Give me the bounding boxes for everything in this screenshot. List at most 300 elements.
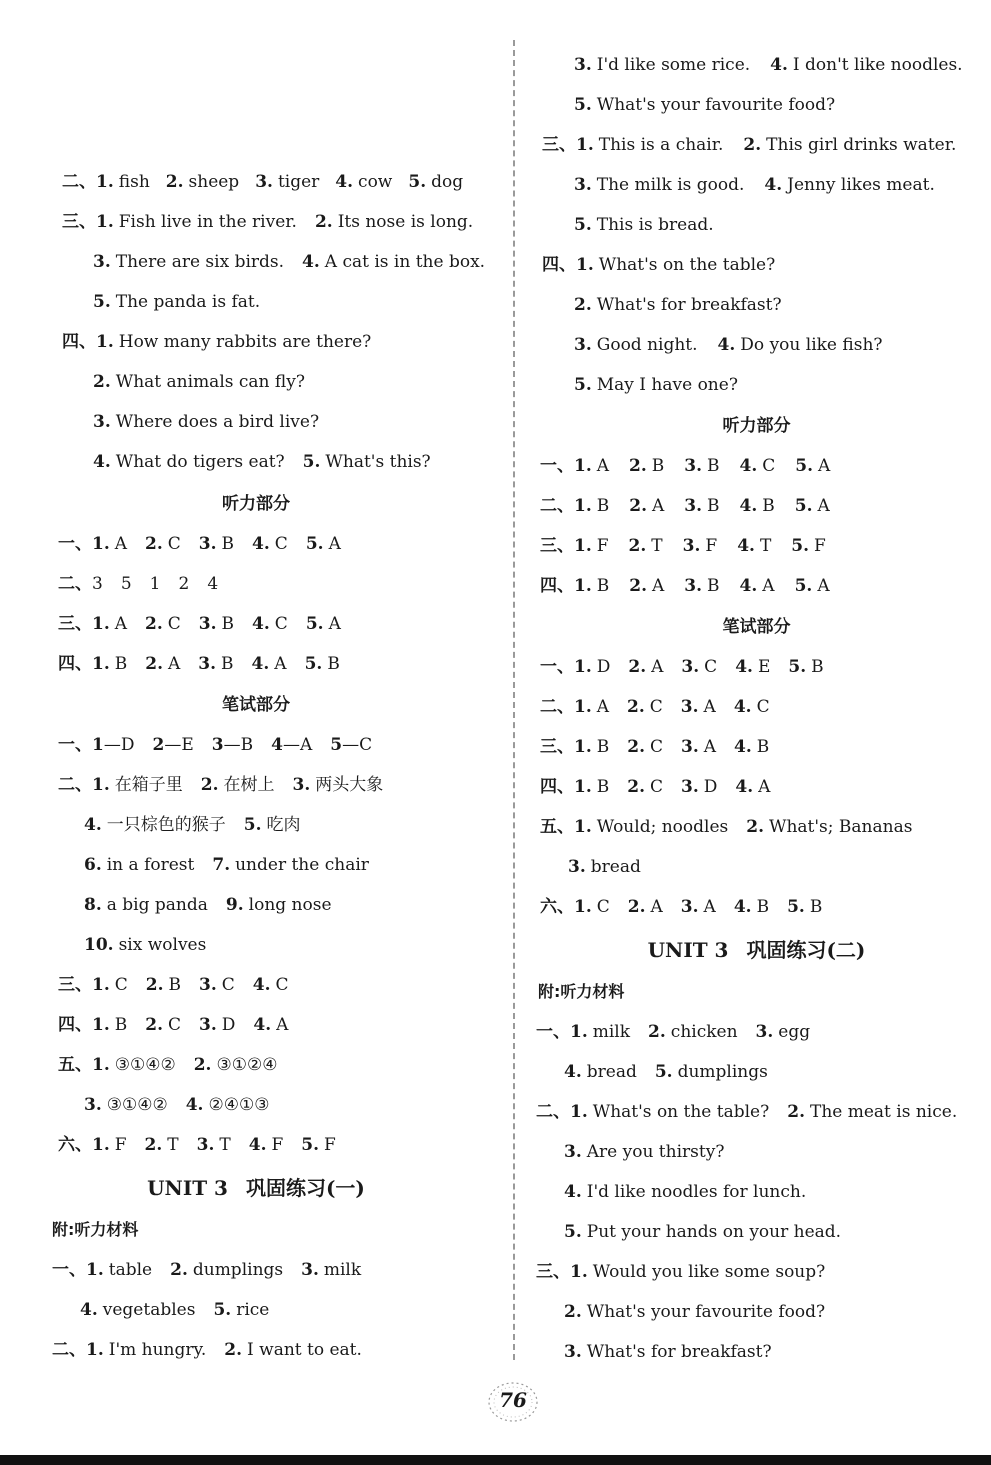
item-number: 5.	[794, 576, 813, 596]
item-answer: ③①②④	[216, 1055, 278, 1075]
item-number: 4.	[717, 335, 736, 355]
item-answer: bread	[586, 1062, 637, 1082]
section-marker: 三、	[62, 212, 96, 232]
item-number: 4.	[739, 576, 758, 596]
item-answer: 5	[120, 574, 132, 594]
item-number: 1.	[92, 534, 110, 554]
item-answer: B	[596, 576, 610, 596]
answer-line	[574, 293, 782, 317]
item-number: 2.	[628, 536, 647, 556]
item-answer: A	[758, 777, 771, 797]
item-number: 5.	[788, 657, 807, 677]
answer-line	[564, 1060, 768, 1084]
answer-line	[564, 1300, 825, 1324]
item-number: 5.	[243, 815, 262, 835]
answer-line	[540, 454, 830, 478]
item-number: 2.	[746, 817, 764, 837]
item-answer: A	[652, 496, 665, 516]
answer-line	[540, 695, 770, 719]
section-marker: 四、	[62, 332, 96, 352]
item-answer: cow	[358, 172, 393, 192]
item-number: 5.	[574, 95, 592, 115]
section-marker: 一、	[58, 735, 92, 755]
item-answer: Would; noodles	[596, 817, 729, 837]
item-answer: F	[114, 1135, 127, 1155]
item-answer: ③①④②	[114, 1055, 176, 1075]
item-answer: This is bread.	[596, 215, 714, 235]
answer-line	[80, 1298, 269, 1322]
item-answer: F	[705, 536, 718, 556]
item-answer: six wolves	[118, 935, 207, 955]
item-number: 3.	[255, 172, 273, 192]
item-number: 4.	[84, 815, 102, 835]
item-number: 5.	[791, 536, 810, 556]
item-answer: fish	[118, 172, 150, 192]
item-number: 5.	[213, 1300, 232, 1320]
item-answer: 吃肉	[266, 815, 301, 835]
item-answer: A	[114, 534, 128, 554]
section-marker: 二、	[540, 697, 574, 717]
item-number: 2.	[787, 1102, 805, 1122]
item-answer: 2	[178, 574, 190, 594]
item-number: 2.	[629, 496, 647, 516]
item-answer: C	[756, 697, 770, 717]
item-number: 1.	[570, 1262, 588, 1282]
item-number: 6.	[84, 855, 102, 875]
item-number: 1.	[92, 1055, 110, 1075]
item-number: 4.	[734, 737, 752, 757]
appendix-label: 附:听力材料	[52, 1220, 139, 1239]
item-number: 4.	[737, 536, 755, 556]
answer-line	[574, 373, 738, 397]
item-number: 3.	[681, 737, 699, 757]
answer-line	[52, 1338, 362, 1362]
item-answer: The milk is good.	[596, 175, 745, 195]
item-answer: 4	[207, 574, 219, 594]
item-answer: ③①④②	[106, 1095, 168, 1115]
item-number: 4.	[185, 1095, 204, 1115]
item-answer: C	[650, 777, 664, 797]
item-answer: 在树上	[223, 775, 275, 795]
answer-line	[93, 410, 319, 434]
section-marker: 三、	[542, 135, 576, 155]
section-marker: 四、	[58, 654, 92, 674]
item-answer: 在箱子里	[114, 775, 183, 795]
item-number: 5.	[574, 375, 592, 395]
item-answer: I want to eat.	[247, 1340, 362, 1360]
answer-line	[540, 815, 912, 839]
item-number: 3.	[564, 1342, 582, 1362]
item-answer: A	[703, 697, 716, 717]
unit-name: 巩固练习(二)	[746, 938, 866, 962]
item-answer: This is a chair.	[598, 135, 724, 155]
section-marker: 六、	[58, 1135, 92, 1155]
item-answer: rice	[236, 1300, 270, 1320]
section-marker: 三、	[536, 1262, 570, 1282]
answer-line	[574, 173, 935, 197]
item-number: 2.	[629, 576, 647, 596]
item-answer: milk	[592, 1022, 631, 1042]
item-number: 2.	[144, 1135, 163, 1155]
item-answer: C	[649, 697, 663, 717]
item-number: 2.	[627, 777, 645, 797]
item-answer: B	[762, 496, 775, 516]
item-answer: 3	[92, 574, 103, 594]
item-number: 1.	[96, 172, 114, 192]
item-number: 2.	[93, 372, 111, 392]
item-answer: chicken	[670, 1022, 738, 1042]
item-number: 4.	[564, 1182, 582, 1202]
answer-line	[84, 853, 369, 877]
item-number: 3.	[198, 654, 217, 674]
item-answer: —C	[342, 735, 373, 755]
section-marker: 二、	[58, 574, 92, 594]
answer-line	[93, 90, 98, 114]
section-marker: 三、	[540, 536, 574, 556]
section-marker: 一、	[52, 1260, 86, 1280]
answer-line	[542, 253, 775, 277]
answer-line	[84, 1093, 269, 1117]
item-number: 1.	[574, 657, 592, 677]
section-marker: 二、	[536, 1102, 570, 1122]
item-number: 5.	[301, 1135, 320, 1155]
item-number: 1.	[574, 817, 592, 837]
item-answer: in a forest	[106, 855, 195, 875]
item-answer: bread	[590, 857, 641, 877]
item-answer: egg	[778, 1022, 811, 1042]
answer-line	[574, 213, 714, 237]
answer-line	[93, 130, 98, 154]
item-answer: T	[167, 1135, 179, 1155]
answer-line	[93, 250, 485, 274]
item-number: 5.	[795, 456, 814, 476]
item-answer: D	[596, 657, 611, 677]
item-number: 3.	[198, 534, 217, 554]
item-number: 4.	[735, 657, 753, 677]
item-answer: F	[271, 1135, 284, 1155]
item-number: 5.	[794, 496, 813, 516]
section-heading-listening: 听力部分	[222, 494, 290, 514]
item-answer: What's for breakfast?	[596, 295, 782, 315]
item-answer: B	[811, 657, 824, 677]
item-number: 1.	[574, 777, 592, 797]
item-answer: A	[652, 576, 665, 596]
item-answer: F	[814, 536, 826, 556]
item-number: 2.	[574, 295, 592, 315]
column-divider	[513, 40, 515, 1360]
item-answer: A	[114, 614, 128, 634]
item-answer: A	[168, 654, 181, 674]
answer-line	[93, 290, 260, 314]
item-answer: B	[168, 975, 182, 995]
item-number: 2.	[145, 975, 164, 995]
item-answer: A	[818, 456, 831, 476]
item-answer: A	[328, 614, 341, 634]
item-answer: ②④①③	[208, 1095, 270, 1115]
answer-line	[84, 813, 301, 837]
item-number: 4.	[251, 654, 270, 674]
answer-line	[564, 1140, 724, 1164]
item-answer: A	[703, 897, 716, 917]
item-number: 5	[330, 735, 343, 755]
item-answer: a big panda	[106, 895, 208, 915]
item-answer: vegetables	[102, 1300, 196, 1320]
item-answer: A cat is in the box.	[324, 252, 486, 272]
answer-line	[540, 534, 826, 558]
item-number: 2.	[314, 212, 333, 232]
item-number: 1.	[86, 1260, 104, 1280]
item-number: 4.	[335, 172, 354, 192]
item-answer: B	[114, 654, 128, 674]
section-marker: 二、	[540, 496, 574, 516]
item-number: 3.	[574, 55, 592, 75]
answer-line	[62, 170, 463, 194]
item-answer: I'd like noodles for lunch.	[586, 1182, 807, 1202]
answer-line	[62, 330, 371, 354]
item-number: 1.	[96, 332, 114, 352]
item-number: 5.	[305, 614, 324, 634]
item-answer: —E	[164, 735, 194, 755]
unit-label: UNIT 3	[147, 1176, 228, 1200]
item-number: 3	[211, 735, 224, 755]
item-number: 4.	[733, 697, 752, 717]
item-number: 1.	[574, 456, 592, 476]
item-number: 3.	[199, 1015, 217, 1035]
item-number: 3.	[684, 456, 703, 476]
item-answer: B	[809, 897, 823, 917]
item-answer: A	[651, 657, 664, 677]
item-number: 3.	[199, 975, 217, 995]
answer-line	[84, 933, 206, 957]
answer-line	[62, 210, 473, 234]
item-answer: Jenny likes meat.	[787, 175, 935, 195]
item-number: 3.	[680, 897, 699, 917]
item-answer: A	[762, 576, 775, 596]
item-answer: C	[704, 657, 718, 677]
item-answer: What do tigers eat?	[115, 452, 285, 472]
section-marker: 四、	[58, 1015, 92, 1035]
item-number: 4.	[764, 175, 783, 195]
section-marker: 四、	[540, 576, 574, 596]
item-answer: D	[221, 1015, 236, 1035]
item-answer: T	[219, 1135, 231, 1155]
answer-line	[536, 1020, 810, 1044]
item-number: 5.	[408, 172, 427, 192]
item-number: 7.	[212, 855, 231, 875]
section-heading-writing: 笔试部分	[722, 617, 791, 637]
section-marker: 五、	[540, 817, 574, 837]
section-marker: 三、	[58, 614, 92, 634]
item-answer: T	[759, 536, 772, 556]
item-number: 2.	[145, 534, 163, 554]
answer-line	[540, 655, 824, 679]
item-answer: A	[650, 897, 663, 917]
item-answer: Do you like fish?	[740, 335, 883, 355]
item-number: 4.	[253, 1015, 272, 1035]
item-number: 1.	[86, 1340, 104, 1360]
item-number: 4.	[252, 975, 271, 995]
item-number: 1.	[570, 1022, 588, 1042]
item-answer: A	[817, 576, 830, 596]
answer-line	[58, 532, 341, 556]
item-number: 5.	[302, 452, 321, 472]
answer-line	[540, 895, 822, 919]
item-number: 2.	[145, 1015, 163, 1035]
unit-label: UNIT 3	[647, 938, 729, 962]
item-answer: Good night.	[596, 335, 698, 355]
item-number: 1.	[92, 1015, 110, 1035]
item-answer: 一只棕色的猴子	[106, 815, 226, 835]
item-number: 3.	[574, 175, 592, 195]
item-answer: B	[596, 496, 610, 516]
unit-title	[522, 936, 991, 964]
answer-line	[58, 612, 341, 636]
answer-line	[58, 652, 340, 676]
answer-line	[574, 93, 835, 117]
answer-line	[540, 574, 830, 598]
item-answer: C	[274, 614, 288, 634]
item-answer: C	[114, 975, 128, 995]
item-number: 1.	[96, 212, 114, 232]
item-answer: tiger	[277, 172, 320, 192]
item-answer: What's; Bananas	[768, 817, 913, 837]
section-marker: 一、	[536, 1022, 570, 1042]
item-answer: F	[324, 1135, 336, 1155]
item-number: 2.	[743, 135, 762, 155]
item-number: 4.	[770, 55, 788, 75]
item-number: 3.	[196, 1135, 215, 1155]
item-number: 3.	[198, 614, 217, 634]
answer-line	[536, 1260, 825, 1284]
item-answer: The meat is nice.	[809, 1102, 958, 1122]
item-answer: What's for breakfast?	[586, 1342, 772, 1362]
item-answer: B	[221, 654, 234, 674]
item-answer: —D	[103, 735, 135, 755]
item-number: 1.	[92, 975, 110, 995]
item-number: 5.	[564, 1222, 582, 1242]
item-number: 1.	[576, 135, 594, 155]
item-answer: Are you thirsty?	[586, 1142, 725, 1162]
item-answer: milk	[323, 1260, 362, 1280]
item-answer: B	[327, 654, 340, 674]
answer-line	[574, 53, 963, 77]
item-answer: I'm hungry.	[108, 1340, 207, 1360]
item-answer: This girl drinks water.	[766, 135, 957, 155]
section-marker: 五、	[58, 1055, 92, 1075]
item-number: 2	[152, 735, 165, 755]
item-answer: B	[756, 737, 770, 757]
item-number: 1.	[574, 496, 592, 516]
item-number: 3.	[93, 252, 111, 272]
answer-line	[564, 1180, 806, 1204]
item-answer: What's on the table?	[598, 255, 776, 275]
item-answer: How many rabbits are there?	[118, 332, 372, 352]
item-number: 3.	[681, 657, 700, 677]
item-number: 3.	[681, 777, 699, 797]
item-number: 4.	[252, 614, 270, 634]
item-answer: C	[275, 975, 289, 995]
item-number: 2.	[628, 657, 647, 677]
answer-line	[58, 973, 289, 997]
item-answer: C	[167, 614, 181, 634]
item-answer: D	[703, 777, 718, 797]
item-number: 4.	[733, 897, 752, 917]
item-answer: B	[221, 614, 235, 634]
item-number: 2.	[193, 1055, 212, 1075]
item-number: 3.	[292, 775, 311, 795]
answer-line	[93, 370, 305, 394]
item-answer: What's this?	[325, 452, 431, 472]
item-number: 2.	[145, 654, 163, 674]
item-number: 3.	[574, 335, 592, 355]
section-marker: 四、	[542, 255, 576, 275]
item-answer: table	[108, 1260, 153, 1280]
item-answer: The panda is fat.	[115, 292, 261, 312]
answer-line	[58, 1013, 288, 1037]
answer-line	[564, 1340, 772, 1364]
item-number: 3.	[680, 697, 699, 717]
answer-line	[93, 50, 98, 74]
section-marker: 三、	[58, 975, 92, 995]
answer-line	[58, 733, 372, 757]
item-answer: I don't like noodles.	[792, 55, 963, 75]
appendix-label: 附:听力材料	[538, 982, 625, 1001]
item-number: 4.	[252, 534, 270, 554]
item-number: 1.	[574, 697, 592, 717]
item-number: 1.	[576, 255, 594, 275]
item-answer: F	[596, 536, 609, 556]
item-answer: E	[757, 657, 771, 677]
item-answer: A	[274, 654, 287, 674]
item-number: 2.	[145, 614, 163, 634]
answer-line	[574, 333, 883, 357]
answer-line	[564, 1220, 841, 1244]
item-answer: under the chair	[235, 855, 369, 875]
answer-line	[58, 572, 218, 596]
item-number: 3.	[84, 1095, 102, 1115]
item-answer: —B	[223, 735, 254, 755]
item-number: 5.	[574, 215, 592, 235]
item-answer: dumplings	[677, 1062, 768, 1082]
item-answer: B	[596, 777, 610, 797]
item-answer: B	[707, 576, 720, 596]
item-answer: A	[703, 737, 717, 757]
item-number: 3.	[755, 1022, 774, 1042]
item-number: 1.	[92, 654, 110, 674]
item-answer: C	[168, 1015, 182, 1035]
answer-line	[84, 893, 332, 917]
item-number: 1.	[92, 775, 110, 795]
item-number: 2.	[170, 1260, 188, 1280]
item-answer: Put your hands on your head.	[586, 1222, 842, 1242]
item-answer: T	[651, 536, 663, 556]
item-answer: —A	[282, 735, 313, 755]
answer-line	[93, 450, 431, 474]
answer-line	[52, 1258, 361, 1282]
item-number: 2.	[200, 775, 219, 795]
item-number: 2.	[648, 1022, 666, 1042]
answer-line	[568, 855, 641, 879]
section-marker: 一、	[540, 456, 574, 476]
item-answer: B	[707, 496, 720, 516]
item-answer: 1	[149, 574, 161, 594]
item-number: 4.	[302, 252, 320, 272]
item-number: 2.	[629, 456, 647, 476]
bottom-border-bar	[0, 1455, 991, 1465]
section-marker: 一、	[58, 534, 92, 554]
item-answer: dog	[431, 172, 464, 192]
item-answer: A	[276, 1015, 289, 1035]
